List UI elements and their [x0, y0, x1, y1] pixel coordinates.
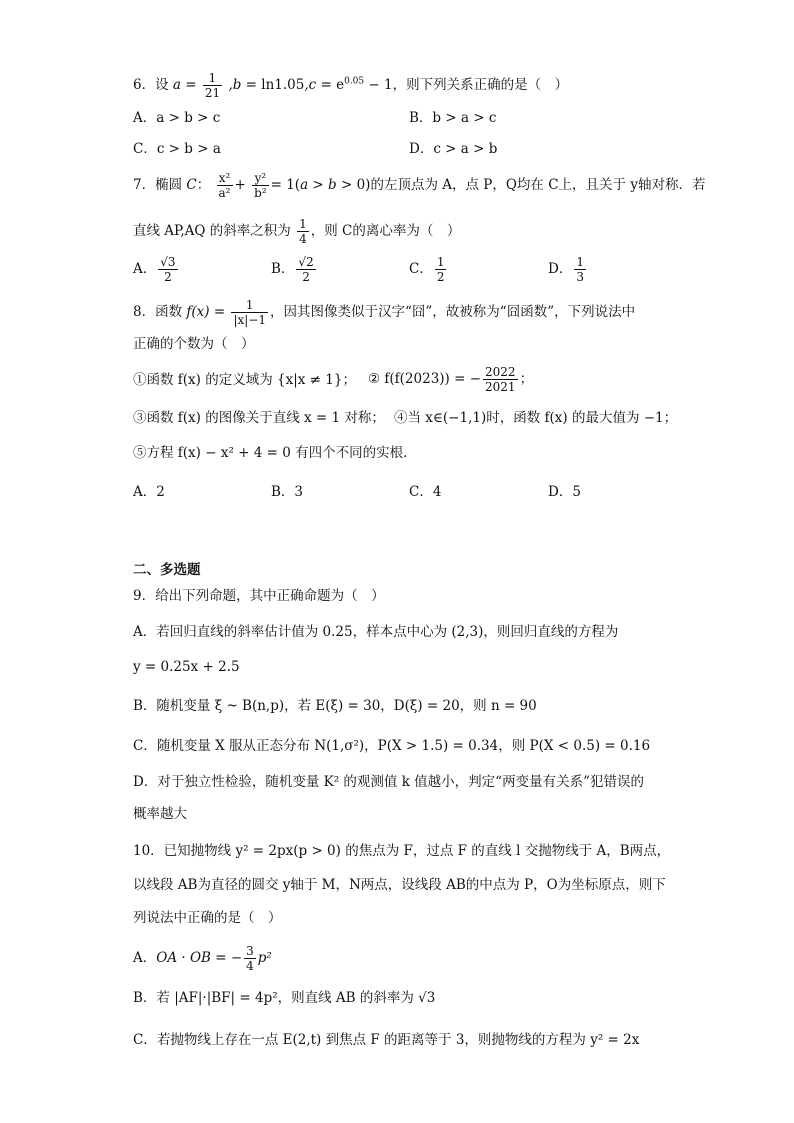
q10-option-a[interactable]: A．OA · OB = − $\frac{3}{4}$ p²	[133, 944, 272, 973]
q8-option-c[interactable]: C．4	[409, 484, 442, 500]
q6-option-c[interactable]: C．c > b > a	[133, 141, 221, 157]
q8-option-a[interactable]: A．2	[133, 484, 165, 500]
q9-stem: 9．给出下列命题，其中正确命题为（ ）	[133, 588, 385, 604]
q9-option-b[interactable]: B．随机变量 ξ ~ B(n,p)，若 E(ξ) = 30，D(ξ) = 20，则 n = 90	[133, 698, 537, 714]
q7-option-b[interactable]: B． $\frac{√2}{2}$	[271, 255, 314, 284]
q7-option-d[interactable]: D． $\frac{1}{3}$	[548, 255, 584, 284]
q9-option-d[interactable]: D．对于独立性检验，随机变量 K² 的观测值 k 值越小，判定“两变量有关系”犯错误的	[133, 774, 644, 790]
q7-stem-line1: 7．椭圆 C： $\frac{\text{x²}}{\text{a²}}$ + $\frac{\text{y²}}{\text{b²}}$ = 1(a > b > 0)的左顶点为 A，点 P，Q均在 C上，且关于 y轴对称．若	[133, 171, 706, 200]
q8-option-d[interactable]: D．5	[548, 484, 581, 500]
q8-item-1: ①函数 f(x) 的定义域为 {x|x ≠ 1}；	[133, 372, 356, 388]
q8-item-4: ④当 x∈(−1,1)时，函数 f(x) 的最大值为 −1；	[394, 410, 678, 426]
q7-stem-line2: 直线 AP,AQ 的斜率之积为 $\frac{1}{4}$ ，则 C的离心率为（ ）	[133, 217, 461, 246]
q7-option-a[interactable]: A． $\frac{√3}{2}$	[133, 255, 176, 284]
q8-item-3: ③函数 f(x) 的图像关于直线 x = 1 对称；	[133, 410, 385, 426]
q9-option-a[interactable]: A．若回归直线的斜率估计值为 0.25，样本点中心为 (2,3)，则回归直线的方程为	[133, 624, 619, 640]
q8-option-b[interactable]: B．3	[271, 484, 304, 500]
q6-fraction: $\frac{1}{21}$	[204, 71, 221, 100]
q7-option-c[interactable]: C． $\frac{1}{2}$	[409, 255, 445, 284]
q6-option-a[interactable]: A．a > b > c	[133, 110, 221, 126]
q8-item-2: ② f(f(2023)) = − $\frac{2022}{2021}$ ；	[368, 365, 534, 394]
q10-option-c[interactable]: C．若抛物线上存在一点 E(2,t) 到焦点 F 的距离等于 3，则抛物线的方程为 y² = 2x	[133, 1032, 640, 1048]
q8-stem-line2: 正确的个数为（ ）	[133, 336, 255, 352]
q6-option-d[interactable]: D．c > a > b	[409, 141, 498, 157]
q10-option-b[interactable]: B．若 |AF|·|BF| = 4p²，则直线 AB 的斜率为 √3	[133, 990, 436, 1006]
q8-stem-line1: 8．函数 f(x) = $\frac{1}{|x|-1}$ ，因其图像类似于汉字“囧”，故被称为“囧函数”，下列说法中	[133, 298, 636, 327]
q10-stem-line1: 10．已知抛物线 y² = 2px(p > 0) 的焦点为 F，过点 F 的直线 l 交抛物线于 A，B两点，	[133, 843, 671, 859]
q9-option-c[interactable]: C．随机变量 X 服从正态分布 N(1,σ²)，P(X > 1.5) = 0.34，则 P(X < 0.5) = 0.16	[133, 738, 651, 754]
q6-stem: 6．设 a = $\frac{1}{21}$ $,b = \ln 1.05,c = e^{0.05} - 1$，则下列关系正确的是（ ）	[133, 71, 569, 100]
q6-option-b[interactable]: B．b > a > c	[409, 110, 497, 126]
q9-option-a-cont: y = 0.25x + 2.5	[133, 659, 240, 675]
q9-option-d-cont: 概率越大	[133, 806, 187, 822]
q10-stem-line3: 列说法中正确的是（ ）	[133, 910, 282, 926]
section-heading: 二、多选题	[133, 562, 201, 578]
q8-item-5: ⑤方程 f(x) − x² + 4 = 0 有四个不同的实根．	[133, 445, 417, 461]
q10-stem-line2: 以线段 AB为直径的圆交 y轴于 M，N两点，设线段 AB的中点为 P，O为坐标原点，则下	[133, 877, 666, 893]
